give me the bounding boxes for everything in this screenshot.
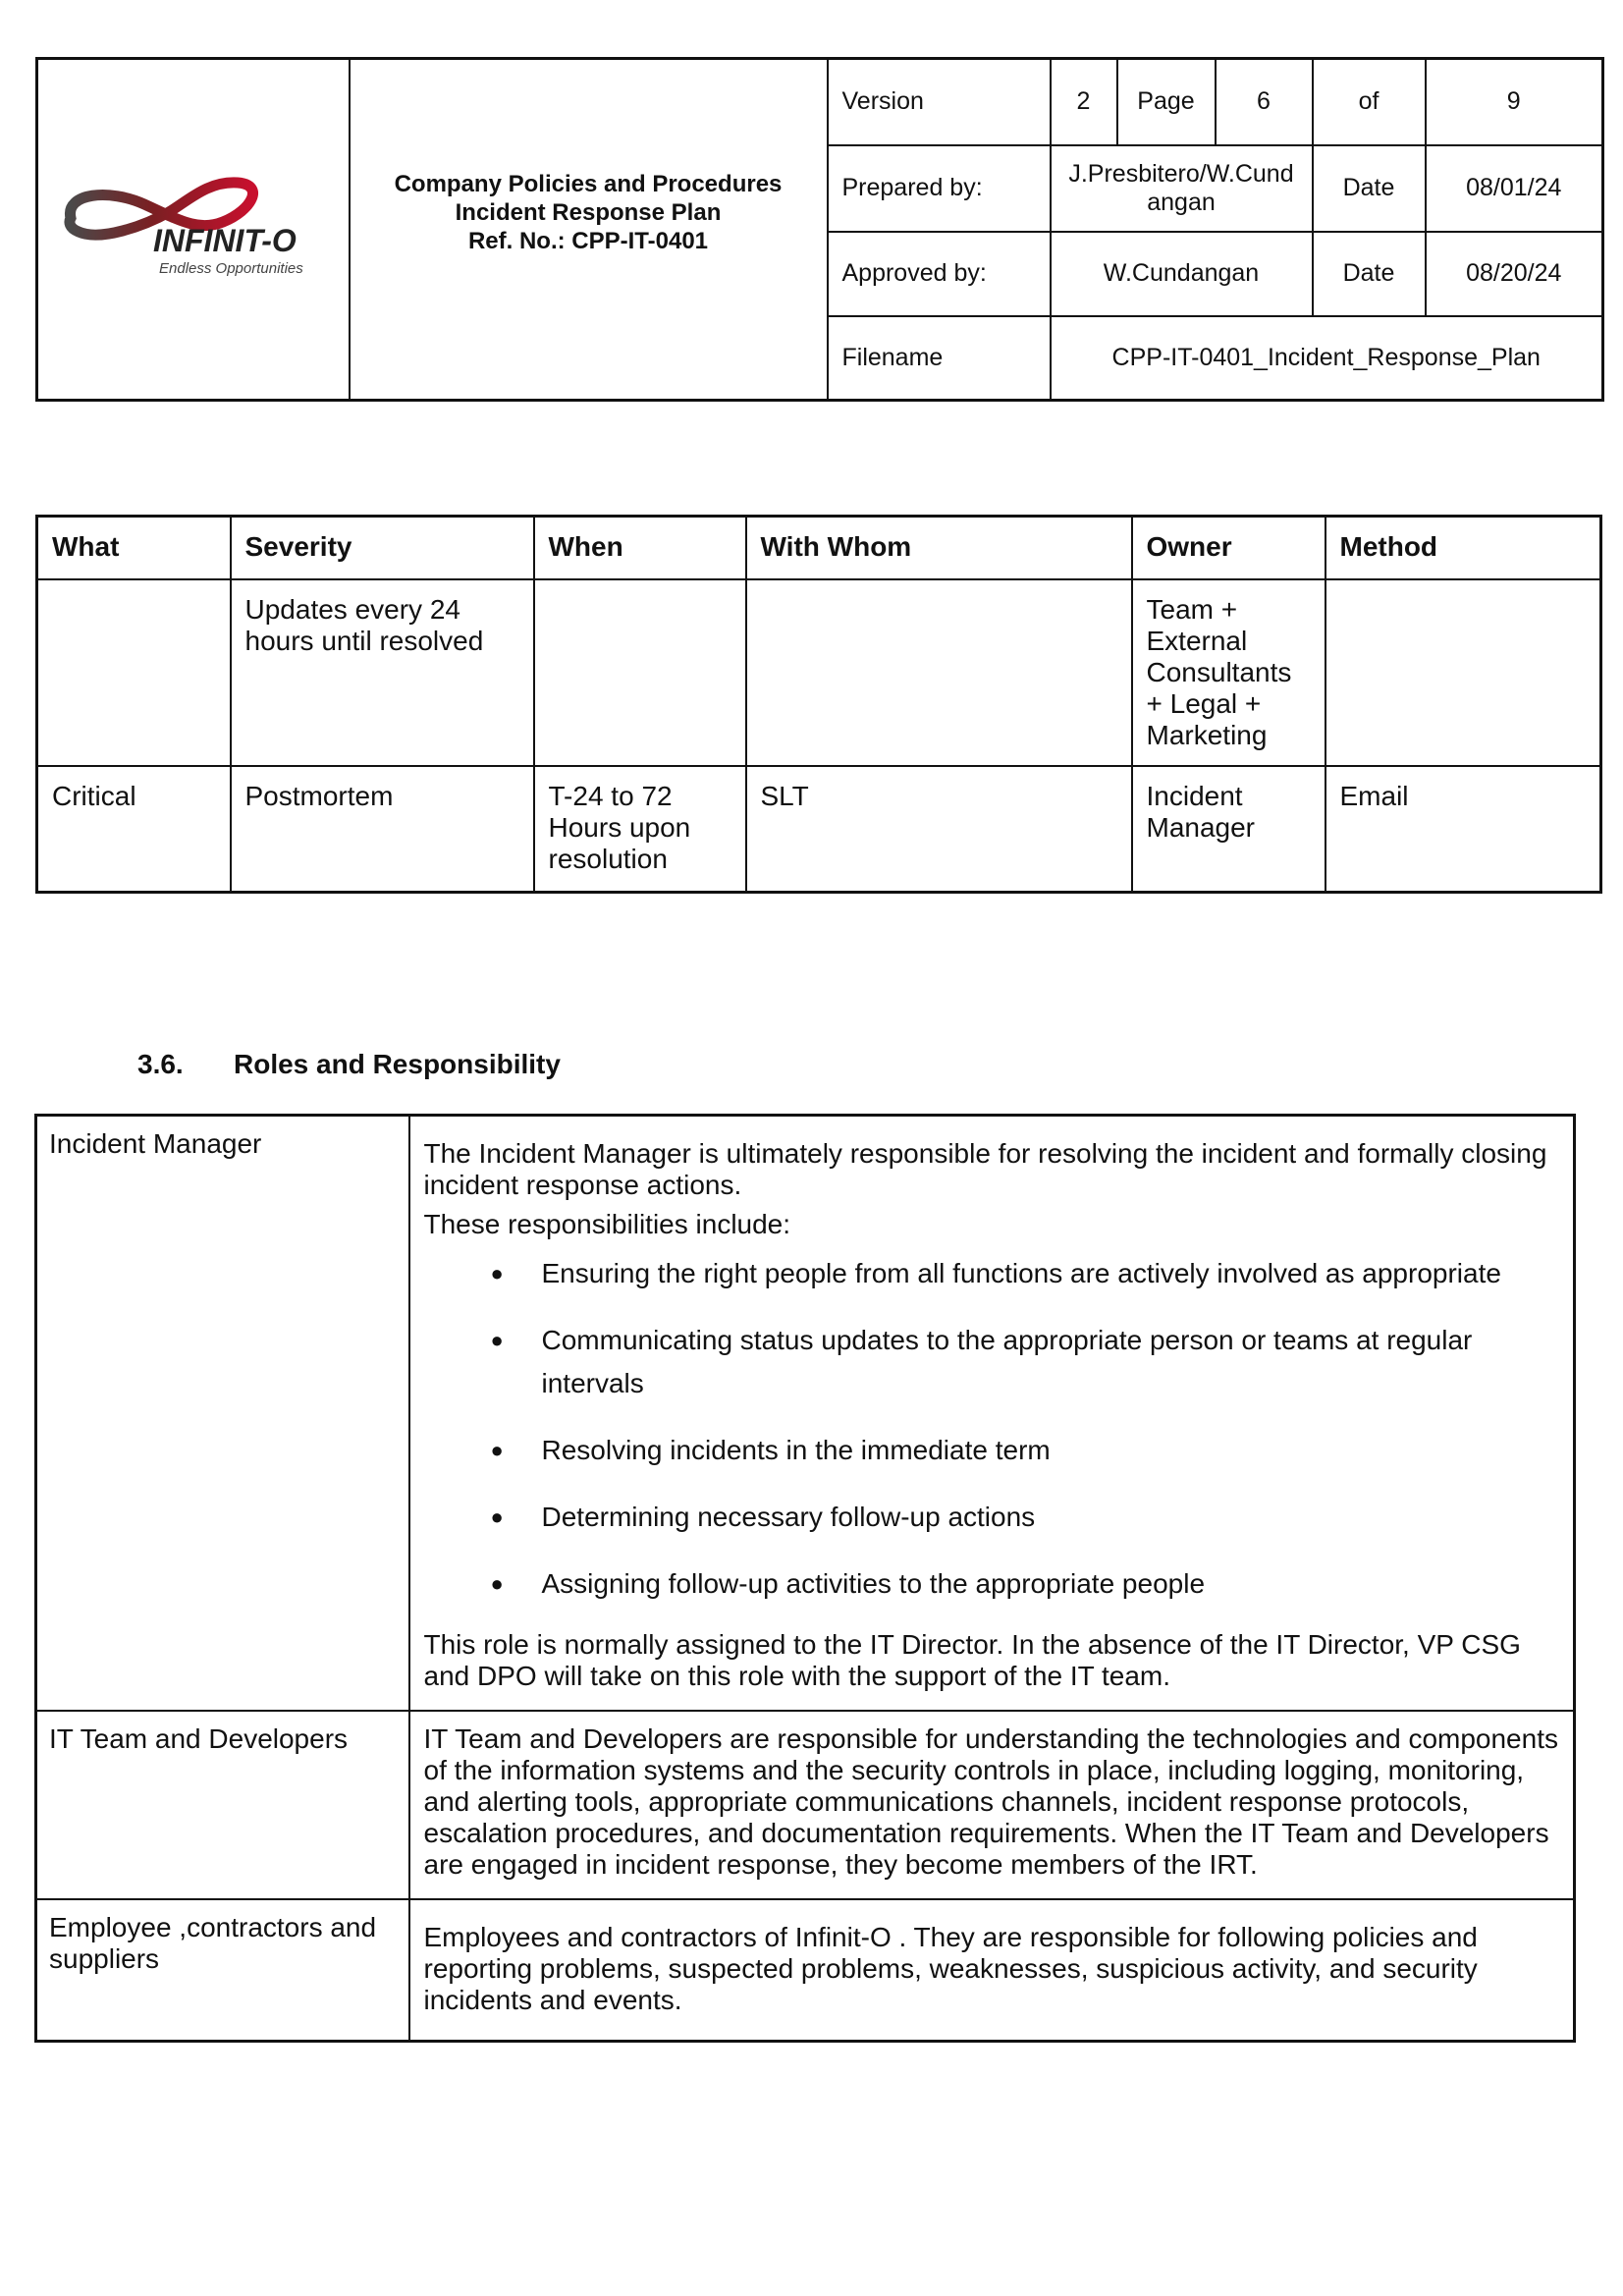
role-name: Employee ,contractors and suppliers: [36, 1899, 409, 2042]
col-header-what: What: [37, 517, 231, 580]
prepared-date-label: Date: [1313, 145, 1426, 232]
table-cell: Team + External Consultants + Legal + Marketing: [1132, 579, 1325, 766]
section-number: 3.6.: [137, 1049, 184, 1079]
roles-table: [34, 1114, 1576, 2043]
document-title: [350, 59, 828, 401]
filename-label: Filename: [828, 316, 1051, 401]
role-lead: These responsibilities include:: [423, 1209, 791, 1239]
title-line-2: Incident Response Plan: [455, 199, 722, 226]
prepared-by-label: Prepared by:: [828, 145, 1051, 232]
table-cell: T-24 to 72 Hours upon resolution: [534, 766, 746, 893]
table-row: [36, 1711, 1575, 1899]
version-label: Version: [828, 59, 1051, 145]
role-outro: This role is normally assigned to the IT Director. In the absence of the IT Director, VP CSG and DPO will take on this role with the support of the IT team.: [423, 1629, 1521, 1691]
role-description: [409, 1116, 1575, 1712]
table-cell: [37, 579, 231, 766]
approved-date-label: Date: [1313, 232, 1426, 316]
list-item: ● Ensuring the right people from all functions are actively involved as appropriate: [491, 1252, 1560, 1295]
table-cell: Critical: [37, 766, 231, 893]
col-header-owner: Owner: [1132, 517, 1325, 580]
infinit-o-logo: [51, 171, 336, 289]
table-row: [37, 766, 1601, 893]
list-item: ● Communicating status updates to the appropriate person or teams at regular intervals: [491, 1319, 1560, 1405]
logo-brand-text: INFINIT-O: [152, 222, 297, 258]
table-cell: SLT: [746, 766, 1132, 893]
table-row: [36, 1899, 1575, 2042]
prepared-by-value: J.Presbitero/W.Cundangan: [1051, 145, 1313, 232]
page-value: 6: [1216, 59, 1313, 145]
col-header-with-whom: With Whom: [746, 517, 1132, 580]
logo-tagline: Endless Opportunities: [158, 259, 303, 277]
approved-by-label: Approved by:: [828, 232, 1051, 316]
approved-by-value: W.Cundangan: [1051, 232, 1313, 316]
approved-date-value: 08/20/24: [1426, 232, 1603, 316]
table-cell: Updates every 24 hours until resolved: [231, 579, 534, 766]
title-line-3: Ref. No.: CPP-IT-0401: [467, 228, 709, 254]
table-row: [36, 1116, 1575, 1712]
section-heading: [137, 1049, 561, 1080]
table-cell: [746, 579, 1132, 766]
table-cell: Incident Manager: [1132, 766, 1325, 893]
role-name: Incident Manager: [36, 1116, 409, 1712]
col-header-when: When: [534, 517, 746, 580]
filename-value: CPP-IT-0401_Incident_Response_Plan: [1051, 316, 1603, 401]
logo-cell: [37, 59, 350, 401]
role-description: Employees and contractors of Infinit-O . They are responsible for following policies and reporting problems, suspected problems, weaknesses, suspicious activity, and security incidents and events.: [409, 1899, 1575, 2042]
table-row: [37, 579, 1601, 766]
role-name: IT Team and Developers: [36, 1711, 409, 1899]
list-item: ● Resolving incidents in the immediate term: [491, 1429, 1560, 1472]
version-value: 2: [1051, 59, 1117, 145]
communication-table: [35, 515, 1602, 894]
table-cell: [1325, 579, 1601, 766]
of-label: of: [1313, 59, 1426, 145]
section-title: Roles and Responsibility: [234, 1049, 561, 1079]
table-cell: Postmortem: [231, 766, 534, 893]
table-cell: Email: [1325, 766, 1601, 893]
role-description: IT Team and Developers are responsible for understanding the technologies and components of the information systems and the security controls in place, including logging, monitoring, and alerting tools, appropriate communications channels, incident response protocols, escalation procedures, and documentation requirements. When the IT Team and Developers are engaged in incident response, they become members of the IRT.: [409, 1711, 1575, 1899]
total-pages: 9: [1426, 59, 1603, 145]
page-label: Page: [1117, 59, 1216, 145]
col-header-severity: Severity: [231, 517, 534, 580]
prepared-date-value: 08/01/24: [1426, 145, 1603, 232]
col-header-method: Method: [1325, 517, 1601, 580]
table-cell: [534, 579, 746, 766]
title-line-1: Company Policies and Procedures: [394, 171, 783, 197]
responsibility-list: [424, 1252, 1560, 1606]
list-item: ● Determining necessary follow-up actions: [491, 1496, 1560, 1539]
document-header: [35, 57, 1604, 402]
list-item: ● Assigning follow-up activities to the appropriate people: [491, 1562, 1560, 1606]
table-header-row: [37, 517, 1601, 580]
role-intro: The Incident Manager is ultimately responsible for resolving the incident and formally closing incident response actions.: [423, 1138, 1547, 1200]
